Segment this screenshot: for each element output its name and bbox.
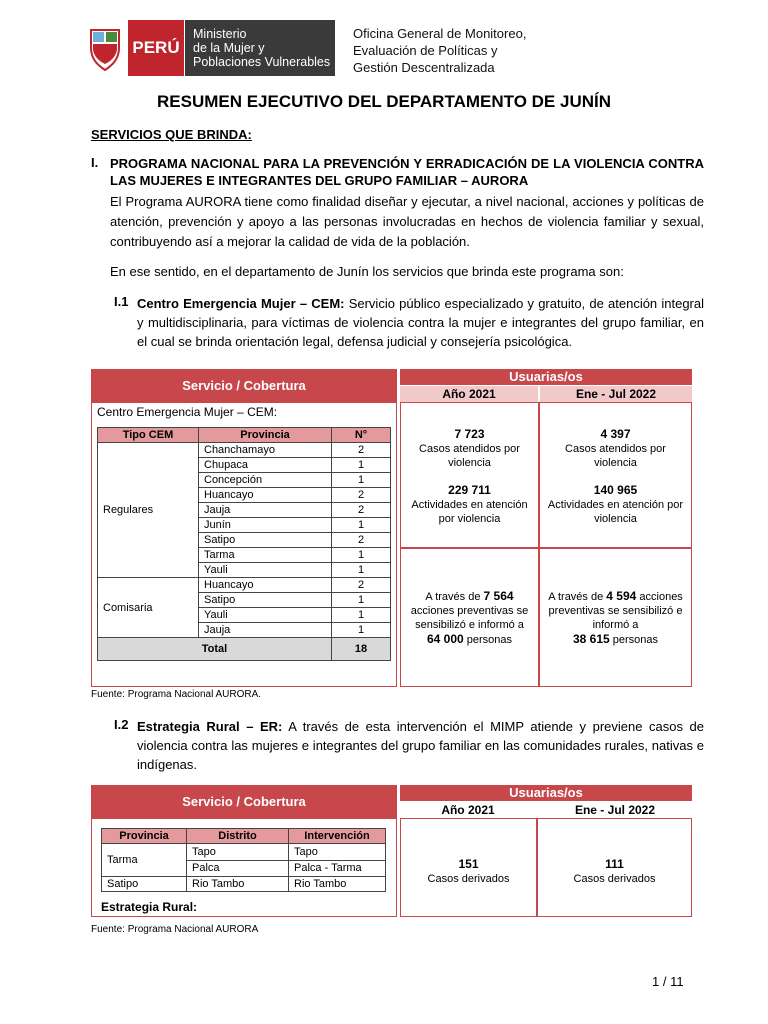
rural-description: Estrategia Rural – ER: A través de esta intervención el MIMP atiende y previene casos de violencia contra las mujeres e integrantes del grupo familiar en las comunidades rurales, nativas e indígenas. — [137, 719, 704, 772]
cem-source: Fuente: Programa Nacional AURORA. — [91, 689, 262, 700]
cem-2021-prevention: A través de 7 564 acciones preventivas se sensibilizó e informó a 64 000 personas — [410, 589, 529, 646]
table-row: Yauli 1 — [98, 563, 391, 578]
cem-usuarias-header: Usuarias/os — [400, 369, 692, 385]
cem-2021-activities: 229 711 Actividades en atención por violencia — [411, 483, 528, 525]
office-name: Oficina General de Monitoreo, Evaluación de Políticas y Gestión Descentralizada — [353, 26, 527, 75]
rural-service-header: Servicio / Cobertura — [91, 785, 397, 818]
col-distrito: Distrito — [187, 829, 289, 844]
table-row: Satipo 2 — [98, 533, 391, 548]
table-row: Satipo 1 — [98, 593, 391, 608]
cem-year1-header: Año 2021 — [400, 386, 538, 402]
country-name: PERÚ — [128, 20, 185, 76]
cem-number: I.1 — [114, 294, 129, 309]
table-row: Concepción 1 — [98, 473, 391, 488]
page-title: RESUMEN EJECUTIVO DEL DEPARTAMENTO DE JUNÍN — [156, 92, 612, 111]
table-row: Palca Palca - Tarma — [102, 860, 386, 877]
cem-2022-attention-box — [539, 402, 692, 548]
table-row: Huancayo 2 — [98, 488, 391, 503]
rural-table — [101, 828, 386, 892]
table-row: Regulares Chanchamayo 2 — [98, 443, 391, 458]
cem-description: Centro Emergencia Mujer – CEM: Servicio público especializado y gratuito, de atención integral y multidisciplinaria, para víctimas de violencia contra la mujer e integrantes del grupo familiar, en el cual se brinda orientación legal, defensa judicial y consejería psicológica. — [137, 296, 704, 349]
rural-number: I.2 — [114, 717, 129, 732]
rural-year1-header: Año 2021 — [400, 802, 536, 818]
rural-source: Fuente: Programa Nacional AURORA — [91, 924, 259, 935]
rural-year2-header: Ene - Jul 2022 — [538, 802, 692, 818]
table-row: Tarma 1 — [98, 548, 391, 563]
cem-2021-attention-box — [400, 402, 539, 548]
col-provincia: Provincia — [102, 829, 187, 844]
cem-service-header: Servicio / Cobertura — [91, 369, 397, 402]
table-row: Chupaca 1 — [98, 458, 391, 473]
rural-inner-title: Estrategia Rural: — [101, 900, 198, 914]
table-row: Satipo Rio Tambo Rio Tambo — [102, 877, 386, 892]
col-provincia: Provincia — [199, 428, 332, 443]
cem-table — [97, 427, 391, 661]
program-numeral: I. — [91, 155, 99, 170]
table-row: Junín 1 — [98, 518, 391, 533]
program-heading: PROGRAMA NACIONAL PARA LA PREVENCIÓN Y ERRADICACIÓN DE LA VIOLENCIA CONTRA LAS MUJERES E INTEGRANTES DEL GRUPO FAMILIAR – AURORA — [110, 156, 704, 188]
cem-2022-cases: 4 397 Casos atendidos por violencia — [565, 427, 666, 469]
total-row: Total 18 — [98, 638, 391, 661]
program-description: El Programa AURORA tiene como finalidad diseñar y ejecutar, a nivel nacional, acciones y políticas de atención, prevención y apoyo a las personas involucradas en hechos de violencia familiar y sexual, contribuyendo así a mejorar la calidad de vida de la población. — [110, 194, 704, 249]
group-regulares: Regulares — [98, 443, 199, 578]
cem-2022-prevention: A través de 4 594 acciones preventivas se sensibilizó e informó a 38 615 personas — [548, 589, 683, 646]
cem-year2-header: Ene - Jul 2022 — [540, 386, 692, 402]
coat-of-arms-icon — [82, 20, 128, 76]
ministry-name: Ministerio de la Mujer y Poblaciones Vulnerables — [185, 20, 335, 76]
table-row: Tarma Tapo Tapo — [102, 844, 386, 861]
group-comisaria: Comisaria — [98, 578, 199, 638]
cem-2021-cases: 7 723 Casos atendidos por violencia — [419, 427, 520, 469]
section-heading: SERVICIOS QUE BRINDA: — [91, 127, 252, 142]
cem-inner-title: Centro Emergencia Mujer – CEM: — [97, 405, 278, 419]
program-intro: En ese sentido, en el departamento de Junín los servicios que brinda este programa son: — [110, 264, 624, 279]
cem-2022-activities: 140 965 Actividades en atención por violencia — [547, 483, 684, 525]
col-intervencion: Intervención — [289, 829, 386, 844]
table-row: Yauli 1 — [98, 608, 391, 623]
page-number: 1 / 11 — [652, 974, 684, 989]
ministry-logo — [82, 20, 335, 76]
table-row: Comisaria Huancayo 2 — [98, 578, 391, 593]
col-tipo-cem: Tipo CEM — [98, 428, 199, 443]
rural-usuarias-header: Usuarias/os — [400, 785, 692, 801]
col-n: N° — [332, 428, 391, 443]
rural-2021-cases: 151 Casos derivados — [427, 857, 510, 885]
rural-2022-cases: 111 Casos derivados — [573, 857, 656, 885]
table-row: Jauja 1 — [98, 623, 391, 638]
table-row: Jauja 2 — [98, 503, 391, 518]
